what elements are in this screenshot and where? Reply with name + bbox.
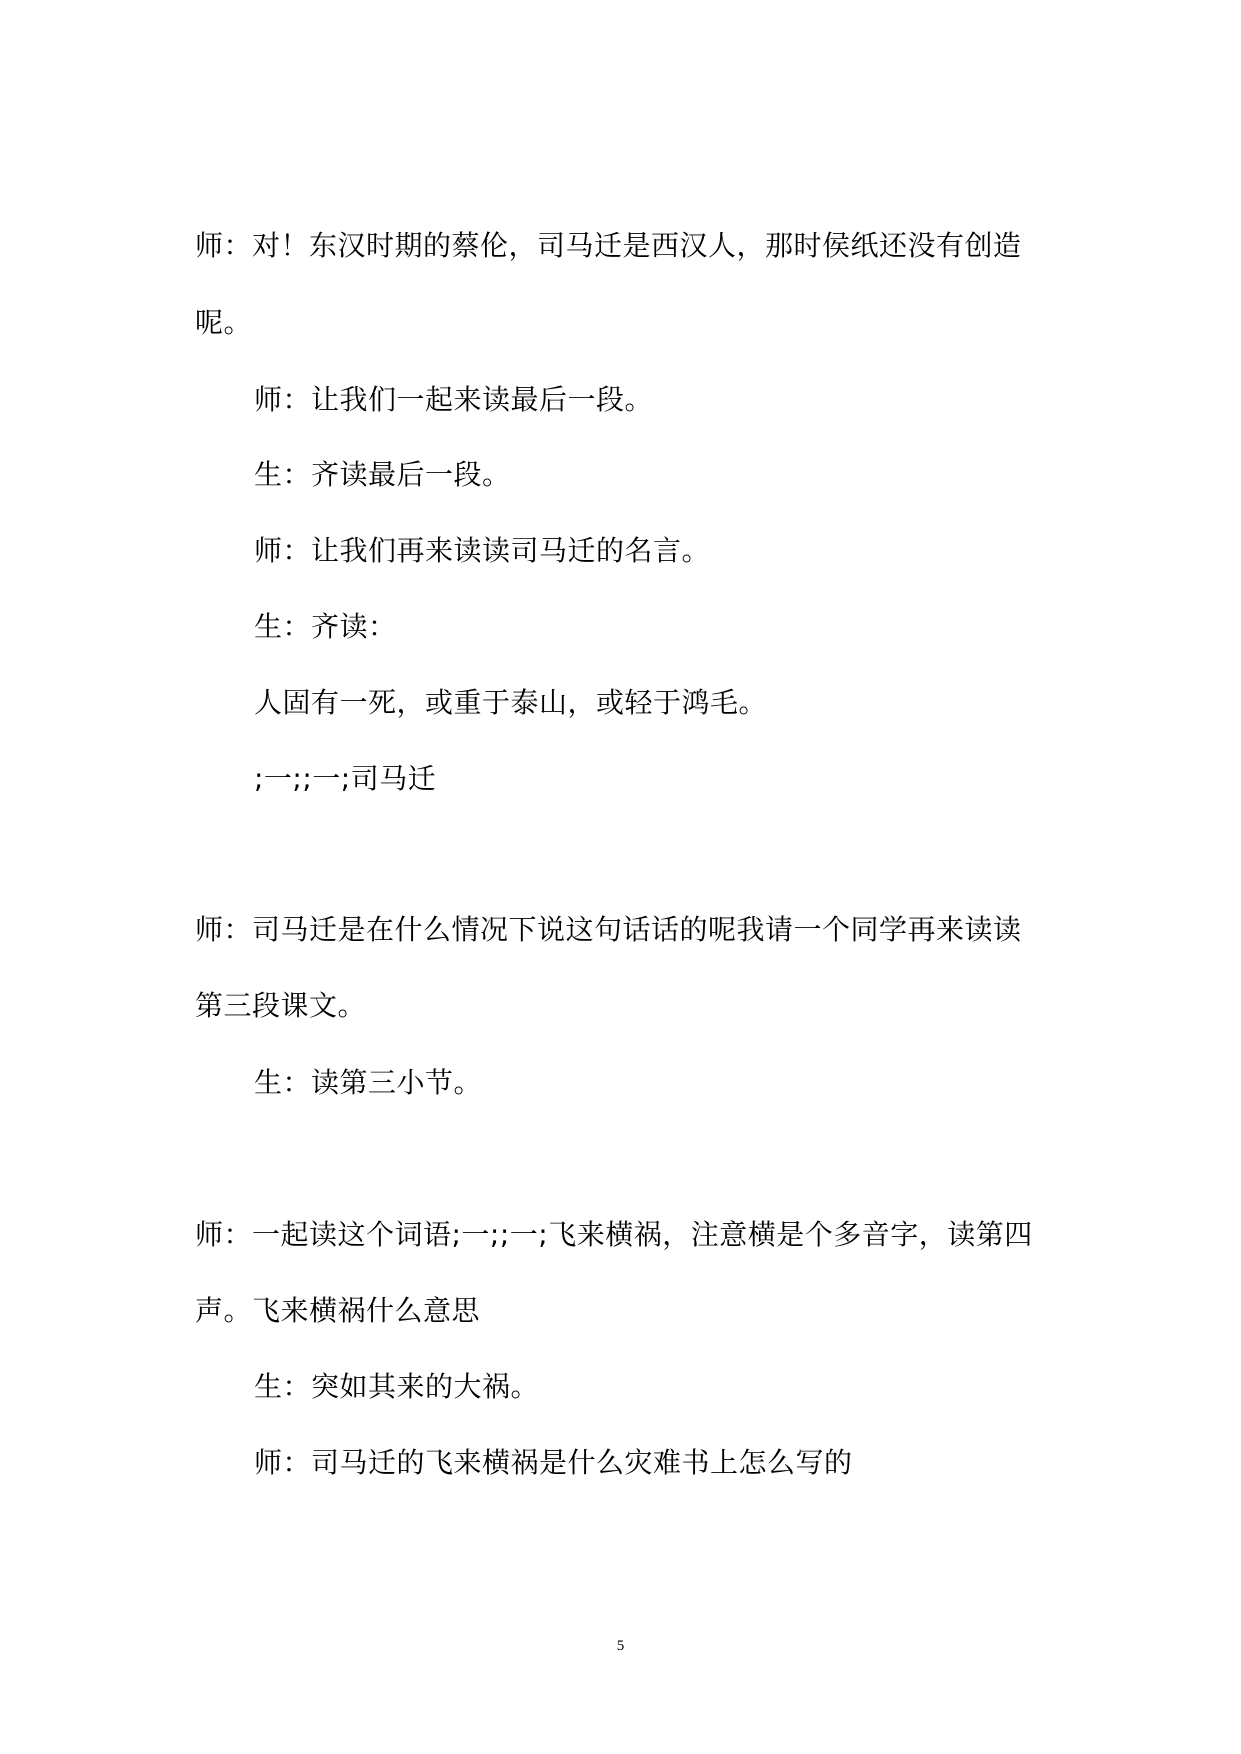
paragraph-line: 师：司马迁是在什么情况下说这句话话的呢我请一个同学再来读读 bbox=[195, 913, 1022, 946]
paragraph-line: 师：让我们一起来读最后一段。 bbox=[254, 383, 654, 416]
paragraph-line: 第三段课文。 bbox=[195, 989, 367, 1022]
paragraph-line: 师：让我们再来读读司马迁的名言。 bbox=[254, 534, 711, 567]
quote-attribution: ;一;;一;司马迁 bbox=[254, 762, 437, 795]
paragraph-line: 生：读第三小节。 bbox=[254, 1066, 483, 1099]
paragraph-line: 生：突如其来的大祸。 bbox=[254, 1370, 540, 1403]
paragraph-line: 师：司马迁的飞来横祸是什么灾难书上怎么写的 bbox=[254, 1446, 853, 1479]
page-number: 5 bbox=[616, 1638, 625, 1654]
paragraph-line: 声。飞来横祸什么意思 bbox=[195, 1294, 481, 1327]
paragraph-line: 师：一起读这个词语;一;;一;飞来横祸，注意横是个多音字，读第四 bbox=[195, 1218, 1033, 1251]
paragraph-line: 呢。 bbox=[195, 306, 253, 339]
paragraph-line: 生：齐读： bbox=[254, 610, 397, 643]
paragraph-line: 生：齐读最后一段。 bbox=[254, 458, 511, 491]
paragraph-line: 师：对！东汉时期的蔡伦，司马迁是西汉人，那时侯纸还没有创造 bbox=[195, 229, 1022, 262]
quote-line: 人固有一死，或重于泰山，或轻于鸿毛。 bbox=[254, 686, 768, 719]
